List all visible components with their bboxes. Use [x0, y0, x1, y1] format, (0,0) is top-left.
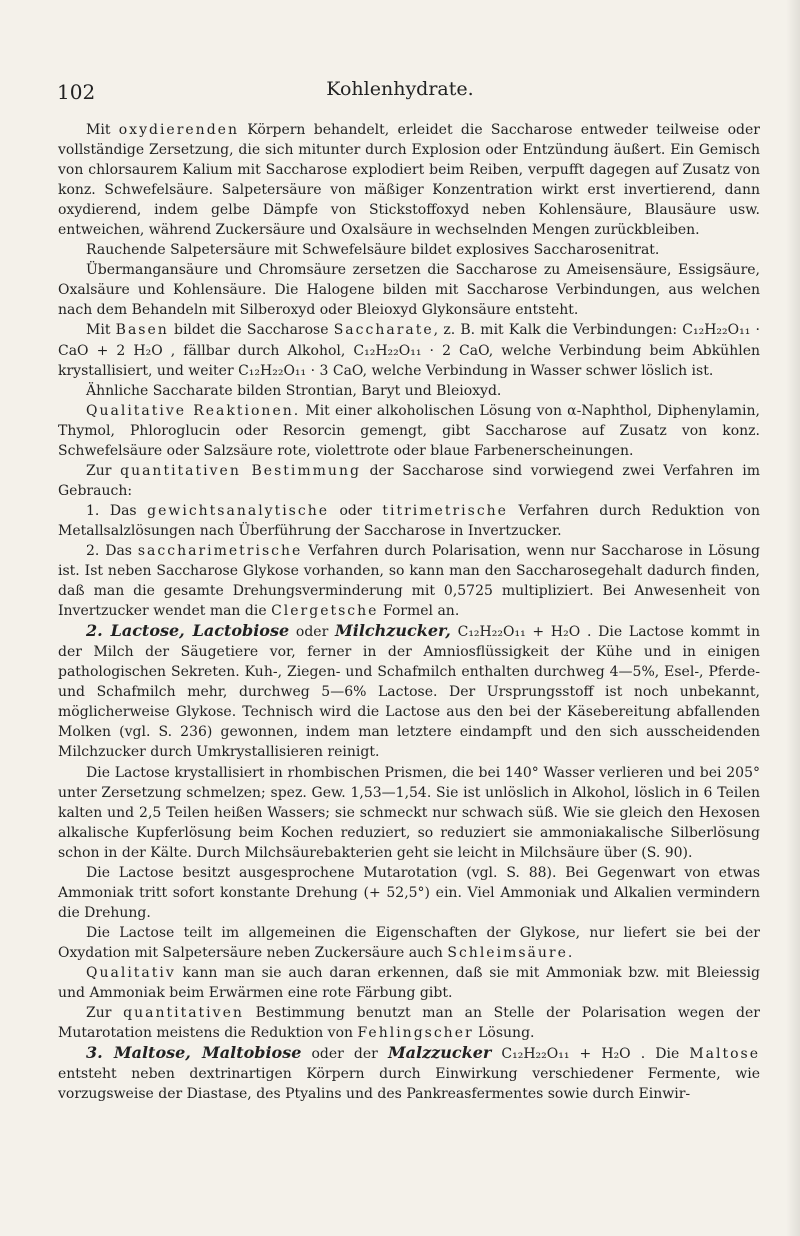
text-run: Die Lactose teilt im allgemeinen die Eigenschaften der Glykose, nur liefert sie bei der Oxydation mit Salpetersäure neben Zuckersäure auch	[58, 924, 760, 961]
text-run: Mit	[86, 322, 116, 339]
text-run: Körpern behandelt, erleidet die Saccharose entweder teilweise oder vollständige Zersetzung, die sich mitunter durch Explosion oder Entzündung äußert. Ein Gemisch von chlorsaurem Kalium mit Saccharose explodiert beim Reiben, verpufft dagegen auf Zusatz von konz. Schwefelsäure. Salpetersäure von mäßiger Konzentration wirkt erst invertierend, dann oxydierend, indem gelbe Dämpfe von Stickstoffoxyd neben Kohlensäure, Blausäure usw. entweichen, während Zuckersäure und Oxalsäure in wechselnden Mengen zurückbleiben.	[58, 122, 760, 239]
text-run: Verfahren durch Reduktion von Metallsalzlösungen nach Überführung der Saccharose in Invertzucker.	[58, 502, 760, 539]
spaced-term: Qualitativ	[86, 964, 176, 981]
text-run: Formel an.	[378, 603, 460, 620]
text-run: , z. B. mit Kalk die Verbindungen: C₁₂H₂₂O₁₁ · CaO + 2 H₂O , fällbar durch Alkohol, C₁₂H₂₂O₁₁ · 2 CaO, welche Verbindung beim Abkühlen krystallisiert, und weiter C₁₂H₂₂O₁₁ · 3 CaO, welche Verbindung in Wasser schwer löslich ist.	[58, 322, 760, 379]
text-run: bildet die Saccharose	[168, 322, 334, 339]
spaced-term: Fehlingscher	[357, 1025, 474, 1042]
text-run: Zur	[86, 1005, 124, 1022]
text-run: .	[567, 944, 573, 961]
spaced-term: quantitativen	[123, 1005, 244, 1022]
paragraph-mutarotation: Die Lactose besitzt ausgesprochene Mutarotation (vgl. S. 88). Bei Gegenwart von etwas Ammoniak tritt sofort konstante Drehung (+ 52,5°) ein. Viel Ammoniak und Alkalien vermindern die Drehung.	[58, 864, 760, 921]
paragraph-quantitative-intro	[58, 461, 760, 501]
text-run: Bestimmung benutzt man an Stelle der Polarisation wegen der Mutarotation meistens die Reduktion von	[58, 1005, 760, 1042]
spaced-term: Schleimsäure	[447, 944, 568, 961]
section-heading: Milchzucker,	[335, 621, 451, 641]
spaced-term: Basen	[115, 322, 169, 339]
text-run: 1. Das	[86, 502, 148, 519]
paragraph-lactose-quantitative	[58, 1003, 760, 1043]
paragraph-lactose-properties	[58, 923, 760, 963]
paragraph-permanganate: Übermangansäure und Chromsäure zersetzen die Saccharose zu Ameisensäure, Essigsäure, Oxalsäure und Kohlensäure. Die Halogene bilden mit Saccharose Verbindungen, aus welchen nach dem Behandeln mit Silberoxyd oder Bleioxyd Glykonsäure entsteht.	[58, 262, 760, 319]
section-lactose	[58, 621, 760, 762]
section-heading: Malzzucker	[387, 1043, 492, 1063]
paragraph-method-2	[58, 541, 760, 621]
page-number: 102	[57, 80, 96, 104]
text-run: Mit einer alkoholischen Lösung von α-Naphthol, Diphenylamin, Thymol, Phloroglucin oder Resorcin gemengt, gibt Saccharose auf Zusatz von konz. Schwefelsäure oder Salzsäure rote, violettrote oder blaue Farbenerscheinungen.	[58, 402, 761, 459]
spaced-term: quantitativen Bestimmung	[120, 462, 361, 479]
spaced-term: Qualitative Reaktionen.	[86, 402, 301, 419]
spaced-term: saccharimetrische	[137, 542, 303, 559]
text-run: der Saccharose sind vorwiegend zwei Verfahren im Gebrauch:	[58, 462, 760, 499]
paragraph-lactose-qualitative	[58, 963, 760, 1003]
text-run: kann man sie auch daran erkennen, daß sie mit Ammoniak bzw. mit Bleiessig und Ammoniak beim Erwärmen eine rote Färbung gibt.	[58, 964, 760, 1002]
section-maltose	[58, 1043, 760, 1104]
paragraph-qualitative-reactions	[58, 401, 760, 461]
text-run: Lösung.	[473, 1025, 535, 1042]
spaced-term: titrimetrische	[382, 502, 508, 519]
text-run: Mit	[86, 122, 119, 138]
section-heading: 2. Lactose, Lactobiose	[86, 621, 290, 641]
text-run: C₁₂H₂₂O₁₁ + H₂O . Die Lactose kommt in der Milch der Säugetiere vor, ferner in der Amniosflüssigkeit der Kühe und in einigen pathologischen Sekreten. Kuh-, Ziegen- und Schafmilch enthalten durchweg 4—5%, Esel-, Pferde- und Schafmilch mehr, durchweg 5—6% Lactose. Der Ursprungsstoff ist noch unbekannt, möglicherweise Glykose. Technisch wird die Lactose aus den bei der Käsebereitung abfallenden Molken (vgl. S. 236) gewonnen, indem man letztere eindampft und den sich ausscheidenden Milchzucker durch Umkrystallisieren reinigt.	[58, 624, 760, 761]
text-run: entsteht neben dextrinartigen Körpern durch Einwirkung verschiedener Fermente, wie vorzugsweise der Diastase, des Ptyalins und des Pankreasfermentes sowie durch Einwir-	[58, 1066, 760, 1103]
text-run: oder	[329, 502, 383, 519]
paragraph-oxidation	[58, 120, 760, 240]
spaced-term: Saccharate	[333, 322, 434, 339]
spaced-term: oxydierenden	[118, 122, 239, 138]
section-heading: 3. Maltose, Maltobiose	[86, 1043, 302, 1063]
text-run: oder der	[301, 1046, 388, 1063]
paragraph-method-1	[58, 501, 760, 541]
paragraph-bases	[58, 320, 760, 380]
page-edge-shadow	[786, 0, 800, 1236]
text-run: Zur	[86, 462, 121, 479]
text-run: Verfahren durch Polarisation, wenn nur Saccharose in Lösung ist. Ist neben Saccharose Glykose vorhanden, so kann man den Saccharosegehalt dadurch finden, daß man die gesamte Drehungsverminderung mit 0,5725 multipliziert. Bei Anwesenheit von Invertzucker wendet man die	[58, 542, 761, 620]
running-head: Kohlenhydrate.	[326, 78, 474, 100]
paragraph-lactose-crystals: Die Lactose krystallisiert in rhombischen Prismen, die bei 140° Wasser verlieren und bei 205° unter Zersetzung schmelzen; spez. Gew. 1,53—1,54. Sie ist unlöslich in Alkohol, löslich in 6 Teilen kalten und 2,5 Teilen heißen Wassers; sie schmeckt nur schwach süß. Wie sie gleich den Hexosen alkalische Kupferlösung beim Kochen reduziert, so reduziert sie ammoniakalische Silberlösung schon in der Kälte. Durch Milchsäurebakterien geht sie leicht in Milchsäure über (S. 90).	[58, 764, 760, 861]
paragraph-nitrate: Rauchende Salpetersäure mit Schwefelsäure bildet explosives Saccharosenitrat.	[86, 242, 660, 259]
text-run: oder	[289, 624, 336, 641]
spaced-term: gewichtsanalytische	[147, 502, 330, 519]
paragraph-similar-saccharates: Ähnliche Saccharate bilden Strontian, Baryt und Bleioxyd.	[86, 382, 502, 399]
body-text	[58, 120, 760, 1104]
text-run: C₁₂H₂₂O₁₁ + H₂O . Die	[491, 1046, 690, 1063]
spaced-term: Maltose	[689, 1046, 760, 1063]
text-run: 2. Das	[86, 542, 138, 559]
spaced-term: Clergetsche	[271, 603, 379, 620]
